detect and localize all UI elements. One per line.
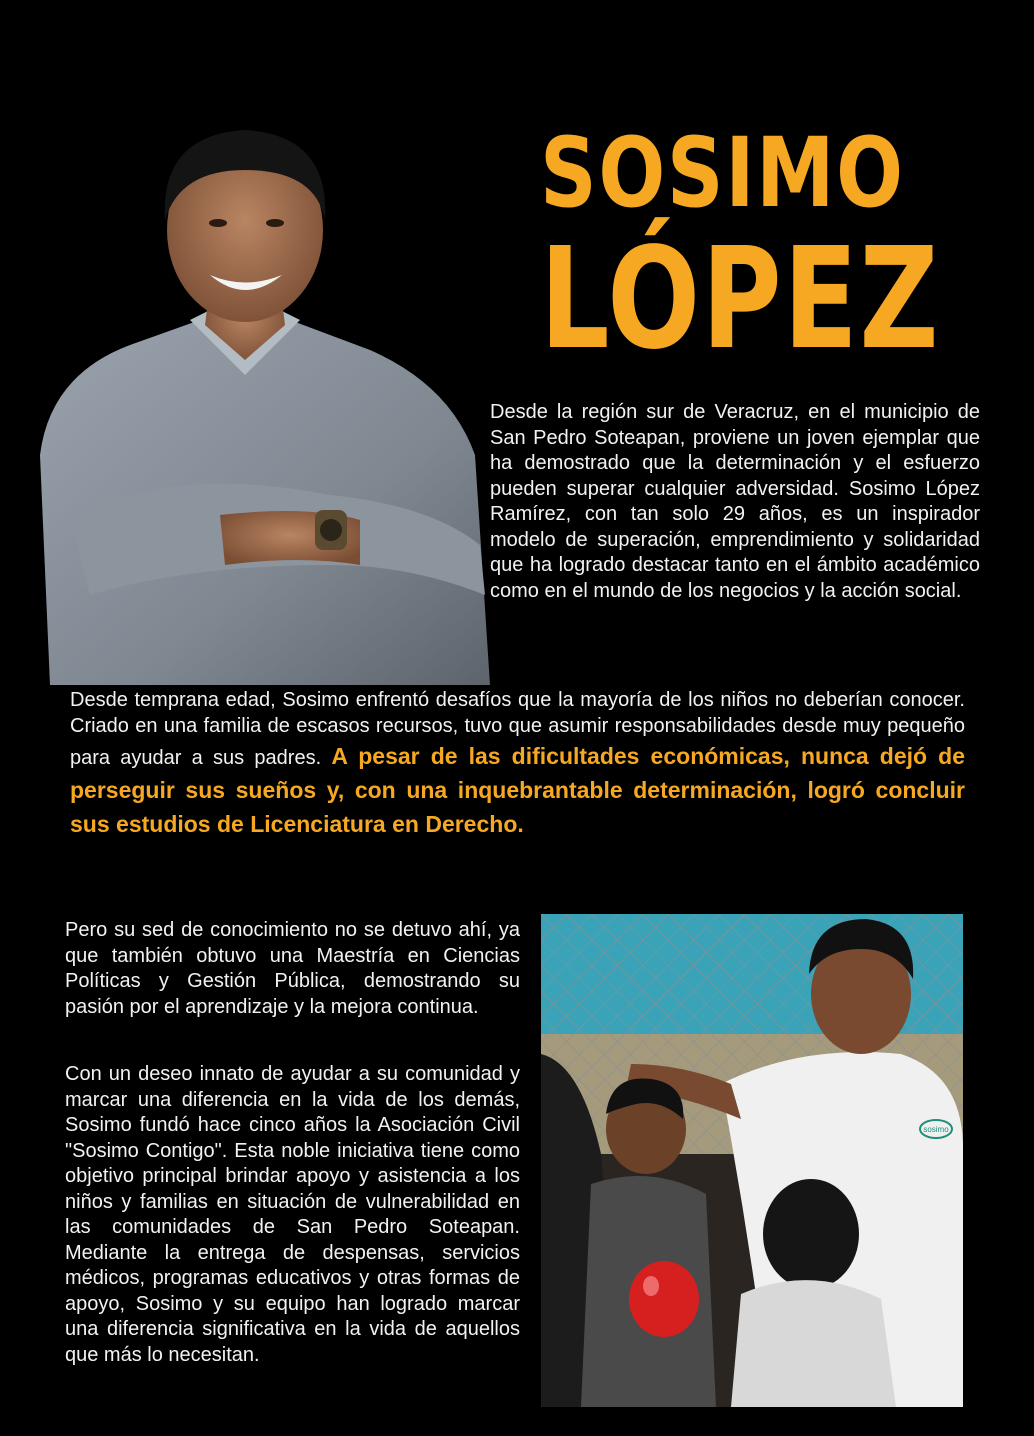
childhood-paragraph — [70, 688, 965, 841]
shirt-logo-text: sosimo — [923, 1125, 949, 1134]
portrait-photo — [30, 125, 500, 685]
page-title — [540, 117, 941, 381]
childhood-highlight: A pesar de las dificultades económicas, nunca dejó de perseguir sus sueños y, con una inquebrantable determinación, logró concluir sus estudios de Licenciatura en Derecho. — [70, 743, 965, 837]
title-last-name: LÓPEZ — [540, 218, 941, 381]
intro-paragraph: Desde la región sur de Veracruz, en el municipio de San Pedro Soteapan, proviene un joven ejemplar que ha demostrado que la determinación y el esfuerzo pueden superar cualquier adversidad. Sosimo López Ramírez, con tan solo 29 años, es un inspirador modelo de superación, emprendimiento y solidaridad que ha logrado destacar tanto en el ámbito académico como en el mundo de los negocios y la acción social. — [490, 401, 980, 602]
community-photo — [541, 914, 963, 1407]
education-paragraph: Pero su sed de conocimiento no se detuvo ahí, ya que también obtuvo una Maestría en Ciencias Políticas y Gestión Pública, demostrando su pasión por el aprendizaje y la mejora continua. — [65, 919, 520, 1018]
title-first-name: SOSIMO — [540, 117, 905, 229]
childhood-text: Desde temprana edad, Sosimo enfrentó desafíos que la mayoría de los niños no deberían conocer. Criado en una familia de escasos recursos, tuvo que asumir responsabilidades desde muy pequeño para ayudar a sus padres. — [70, 689, 965, 769]
association-paragraph: Con un deseo innato de ayudar a su comunidad y marcar una diferencia en la vida de los demás, Sosimo fundó hace cinco años la Asociación Civil "Sosimo Contigo". Esta noble iniciativa tiene como objetivo principal brindar apoyo y asistencia a los niños y familias en situación de vulnerabilidad en las comunidades de San Pedro Soteapan. Mediante la entrega de despensas, servicios médicos, programas educativos y otras formas de apoyo, Sosimo y su equipo han logrado marcar una diferencia significativa en la vida de aquellos que más lo necesitan. — [65, 1063, 520, 1366]
